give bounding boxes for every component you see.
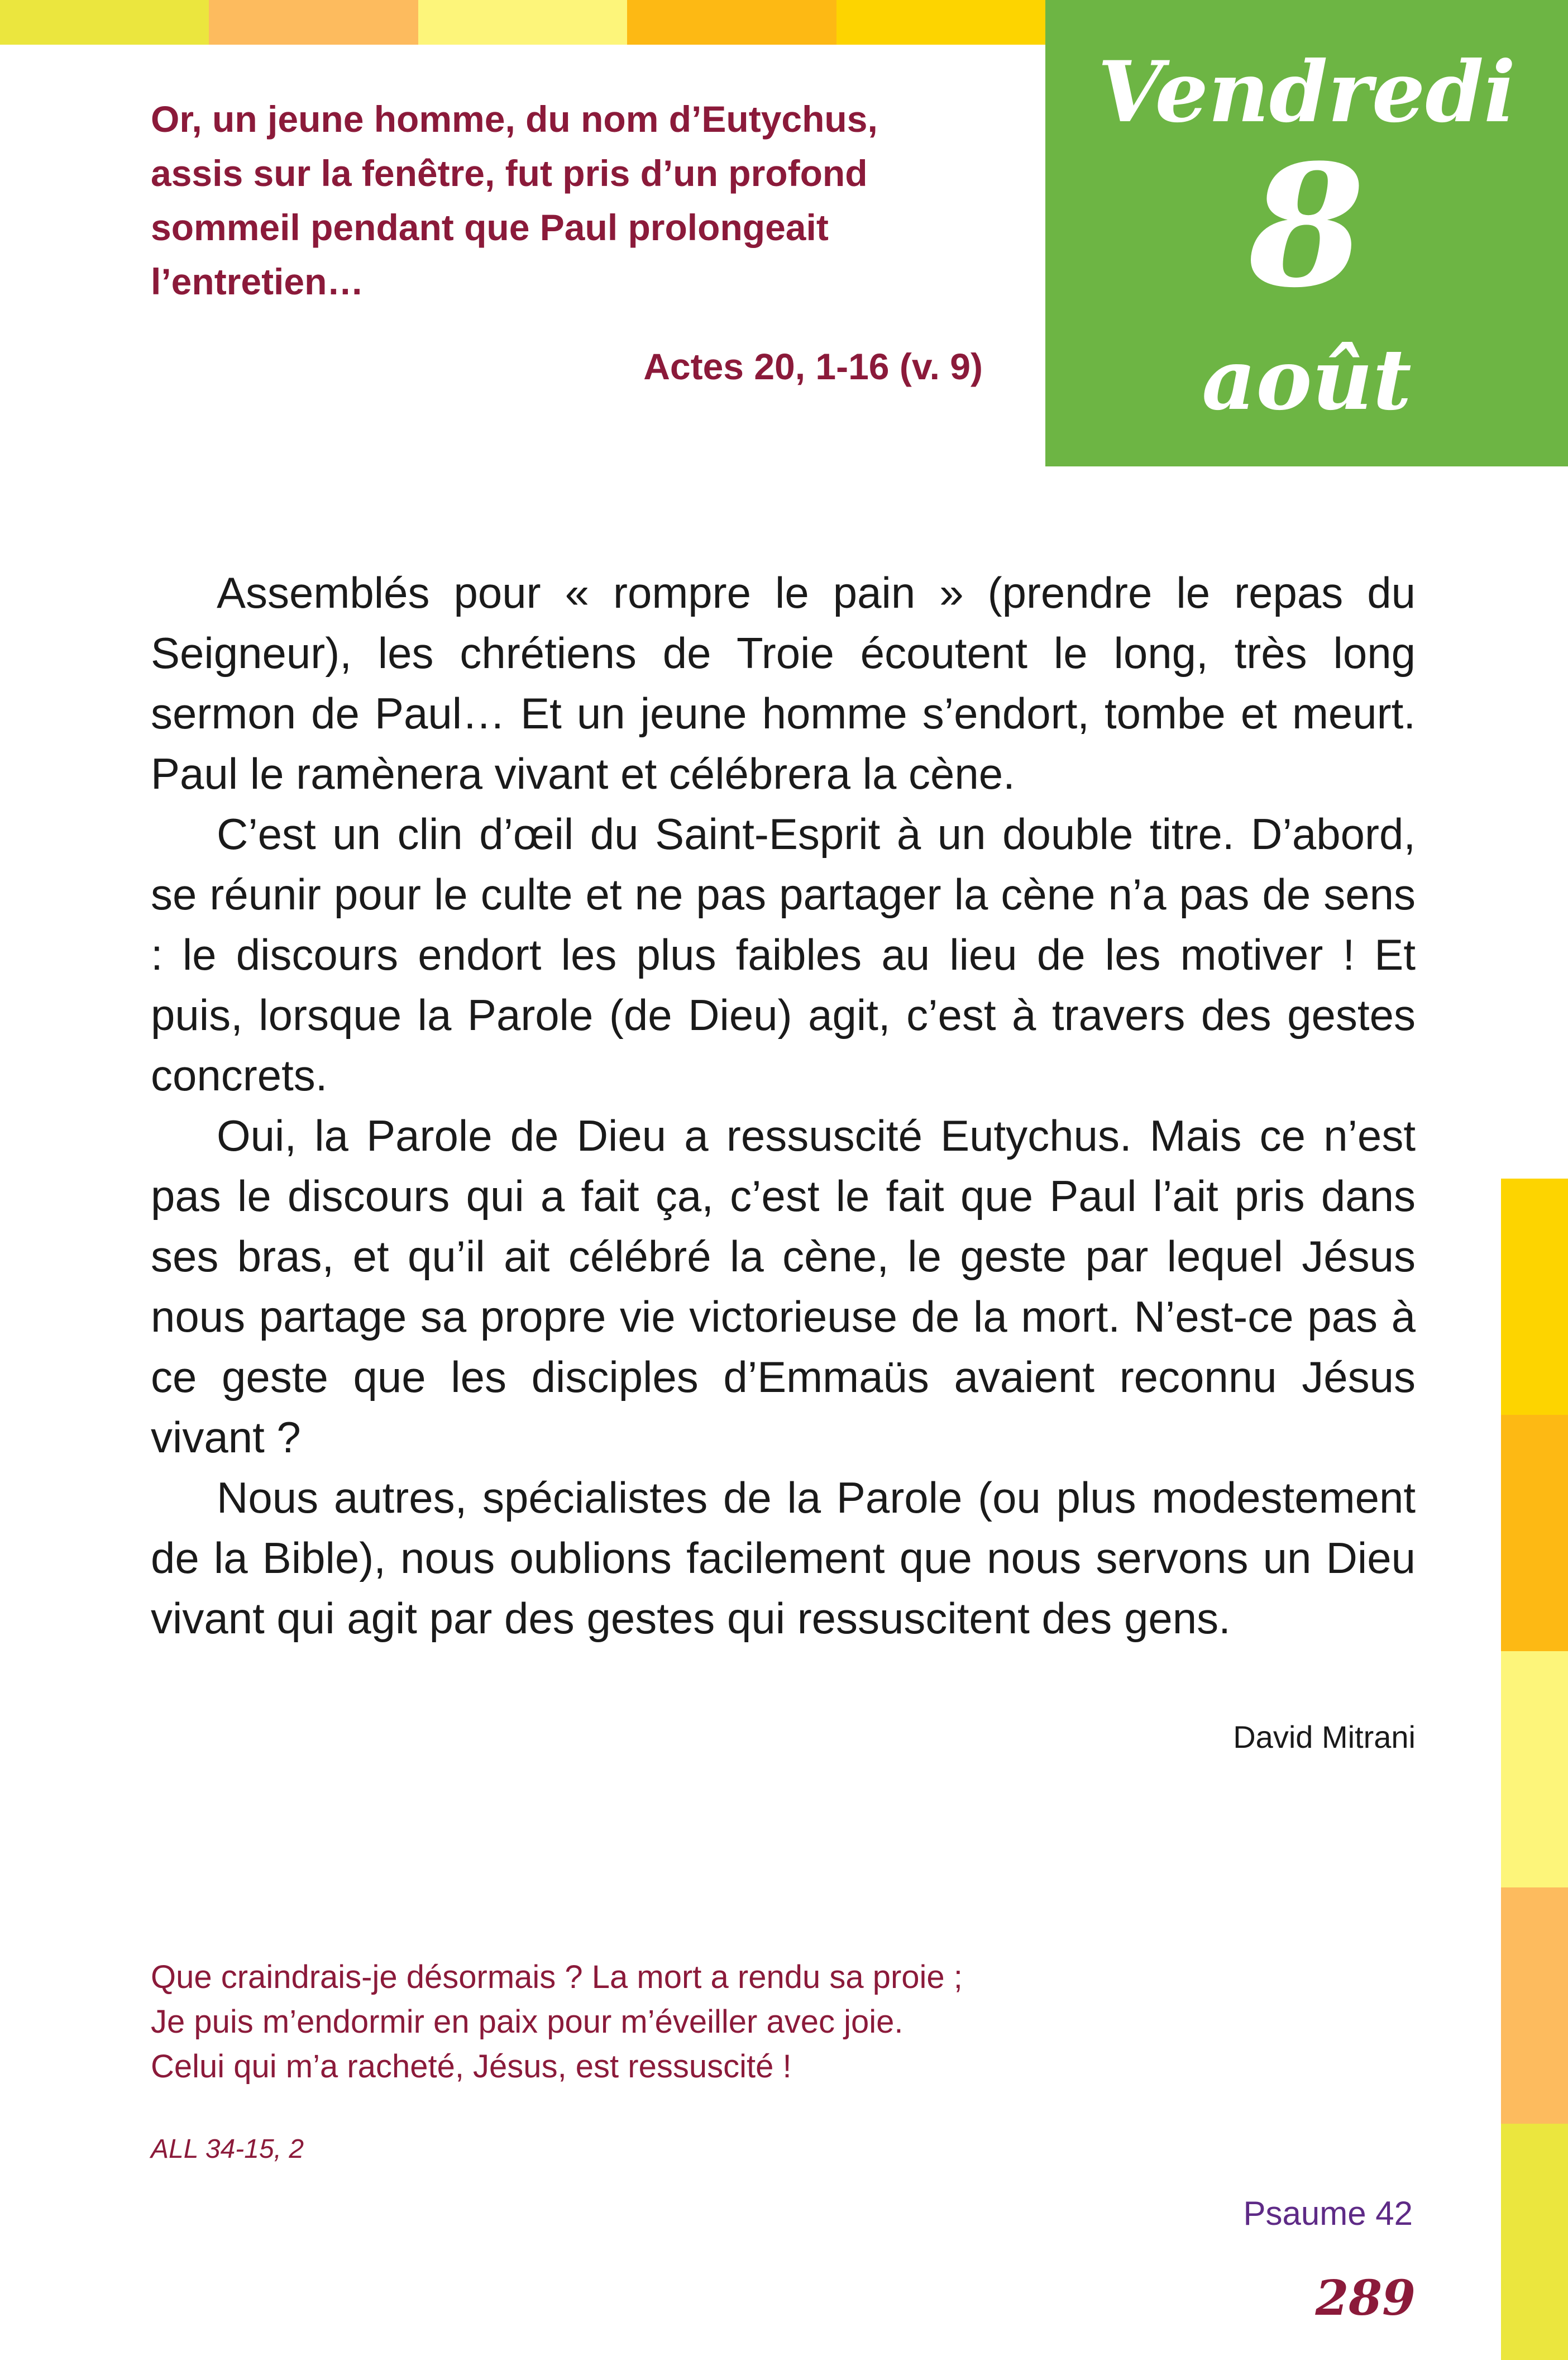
- paragraph: Nous autres, spécialistes de la Parole (ou plus modestement de la Bible), nous oublions facilement que nous servons un Dieu vivant qui agit par des gestes qui ressuscitent des gens.: [151, 1473, 1416, 1643]
- side-strip-segment: [1501, 1179, 1568, 1415]
- date-day: 8: [1248, 127, 1365, 325]
- top-strip-segment: [418, 0, 627, 45]
- bible-verse: [151, 92, 988, 309]
- verse-line: assis sur la fenêtre, fut pris d’un profond: [151, 152, 868, 194]
- top-strip-segment: [627, 0, 836, 45]
- top-strip-segment: [836, 0, 1045, 45]
- hymn-line: Celui qui m’a racheté, Jésus, est ressuscité !: [151, 2048, 792, 2085]
- verse-line: sommeil pendant que Paul prolongeait: [151, 207, 829, 248]
- page-number: 289: [1315, 2270, 1416, 2326]
- hymn-reference: ALL 34-15, 2: [151, 2134, 304, 2164]
- hymn-line: Que craindrais-je désormais ? La mort a rendu sa proie ;: [151, 1959, 963, 1995]
- side-strip-segment: [1501, 1887, 1568, 2124]
- hymn-line: Je puis m’endormir en paix pour m’éveiller avec joie.: [151, 2004, 903, 2040]
- top-strip-segment: [209, 0, 418, 45]
- paragraph: C’est un clin d’œil du Saint-Esprit à un double titre. D’abord, se réunir pour le culte et ne pas partager la cène n’a pas de sens : le discours endort les plus faibles au lieu de les motiver ! Et puis, lorsque la Parole (de Dieu) agit, c’est à travers des gestes concrets.: [151, 809, 1416, 1100]
- paragraph: Assemblés pour « rompre le pain » (prendre le repas du Seigneur), les chrétiens de Troie écoutent le long, très long sermon de Paul… Et un jeune homme s’endort, tombe et meurt. Paul le ramènera vivant et célébrera la cène.: [151, 568, 1416, 798]
- verse-line: Or, un jeune homme, du nom d’Eutychus,: [151, 98, 878, 140]
- meditation-text: [151, 562, 1416, 1648]
- paragraph: Oui, la Parole de Dieu a ressuscité Eutychus. Mais ce n’est pas le discours qui a fait ça, c’est le fait que Paul l’ait pris dans ses bras, et qu’il ait célébré la cène, le geste par lequel Jésus nous partage sa propre vie victorieuse de la mort. N’est-ce pas à ce geste que les disciples d’Emmaüs avaient reconnu Jésus vivant ?: [151, 1111, 1416, 1462]
- author: David Mitrani: [1233, 1719, 1416, 1754]
- side-strip-segment: [1501, 1651, 1568, 1887]
- top-strip-segment: [0, 0, 209, 45]
- side-strip-segment: [1501, 2124, 1568, 2360]
- date-month: août: [1202, 331, 1412, 429]
- psalm-reference: Psaume 42: [1243, 2195, 1413, 2232]
- side-strip-segment: [1501, 1415, 1568, 1651]
- hymn: [151, 1955, 1212, 2089]
- verse-line: l’entretien…: [151, 261, 364, 302]
- side-color-strip: [1501, 1179, 1568, 2360]
- verse-reference: Actes 20, 1-16 (v. 9): [643, 346, 983, 387]
- date-box: [1045, 0, 1568, 466]
- date-weekday: Vendredi: [1097, 43, 1516, 141]
- top-color-strip: [0, 0, 1045, 45]
